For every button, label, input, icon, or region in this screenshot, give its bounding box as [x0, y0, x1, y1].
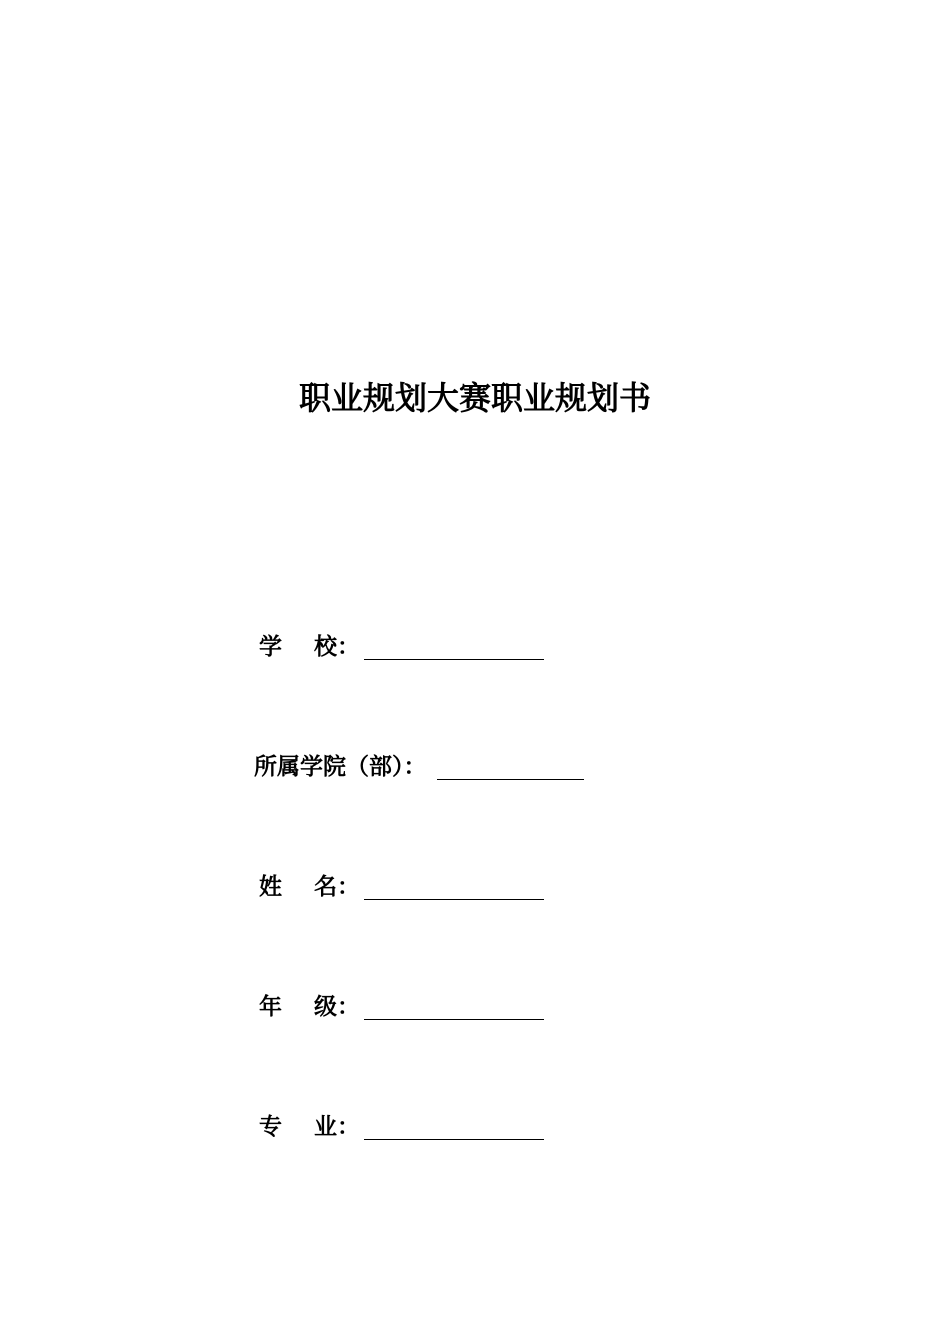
field-college-blank[interactable]: [437, 778, 584, 780]
field-school-blank[interactable]: [364, 658, 544, 660]
field-grade: [259, 992, 544, 1022]
field-college-label: 所属学院（部）：: [254, 754, 427, 780]
field-grade-label: 年 级：: [259, 994, 361, 1020]
field-school: [259, 632, 544, 662]
field-grade-blank[interactable]: [364, 1018, 544, 1020]
document-title: 职业规划大赛职业规划书: [298, 379, 651, 417]
field-name-blank[interactable]: [364, 898, 544, 900]
field-name: [259, 872, 544, 902]
field-major-blank[interactable]: [364, 1138, 544, 1140]
field-major: [259, 1112, 544, 1142]
field-name-label: 姓 名：: [259, 874, 361, 900]
field-college: [254, 752, 584, 782]
field-school-label: 学 校：: [259, 634, 361, 660]
field-major-label: 专 业：: [259, 1114, 361, 1140]
